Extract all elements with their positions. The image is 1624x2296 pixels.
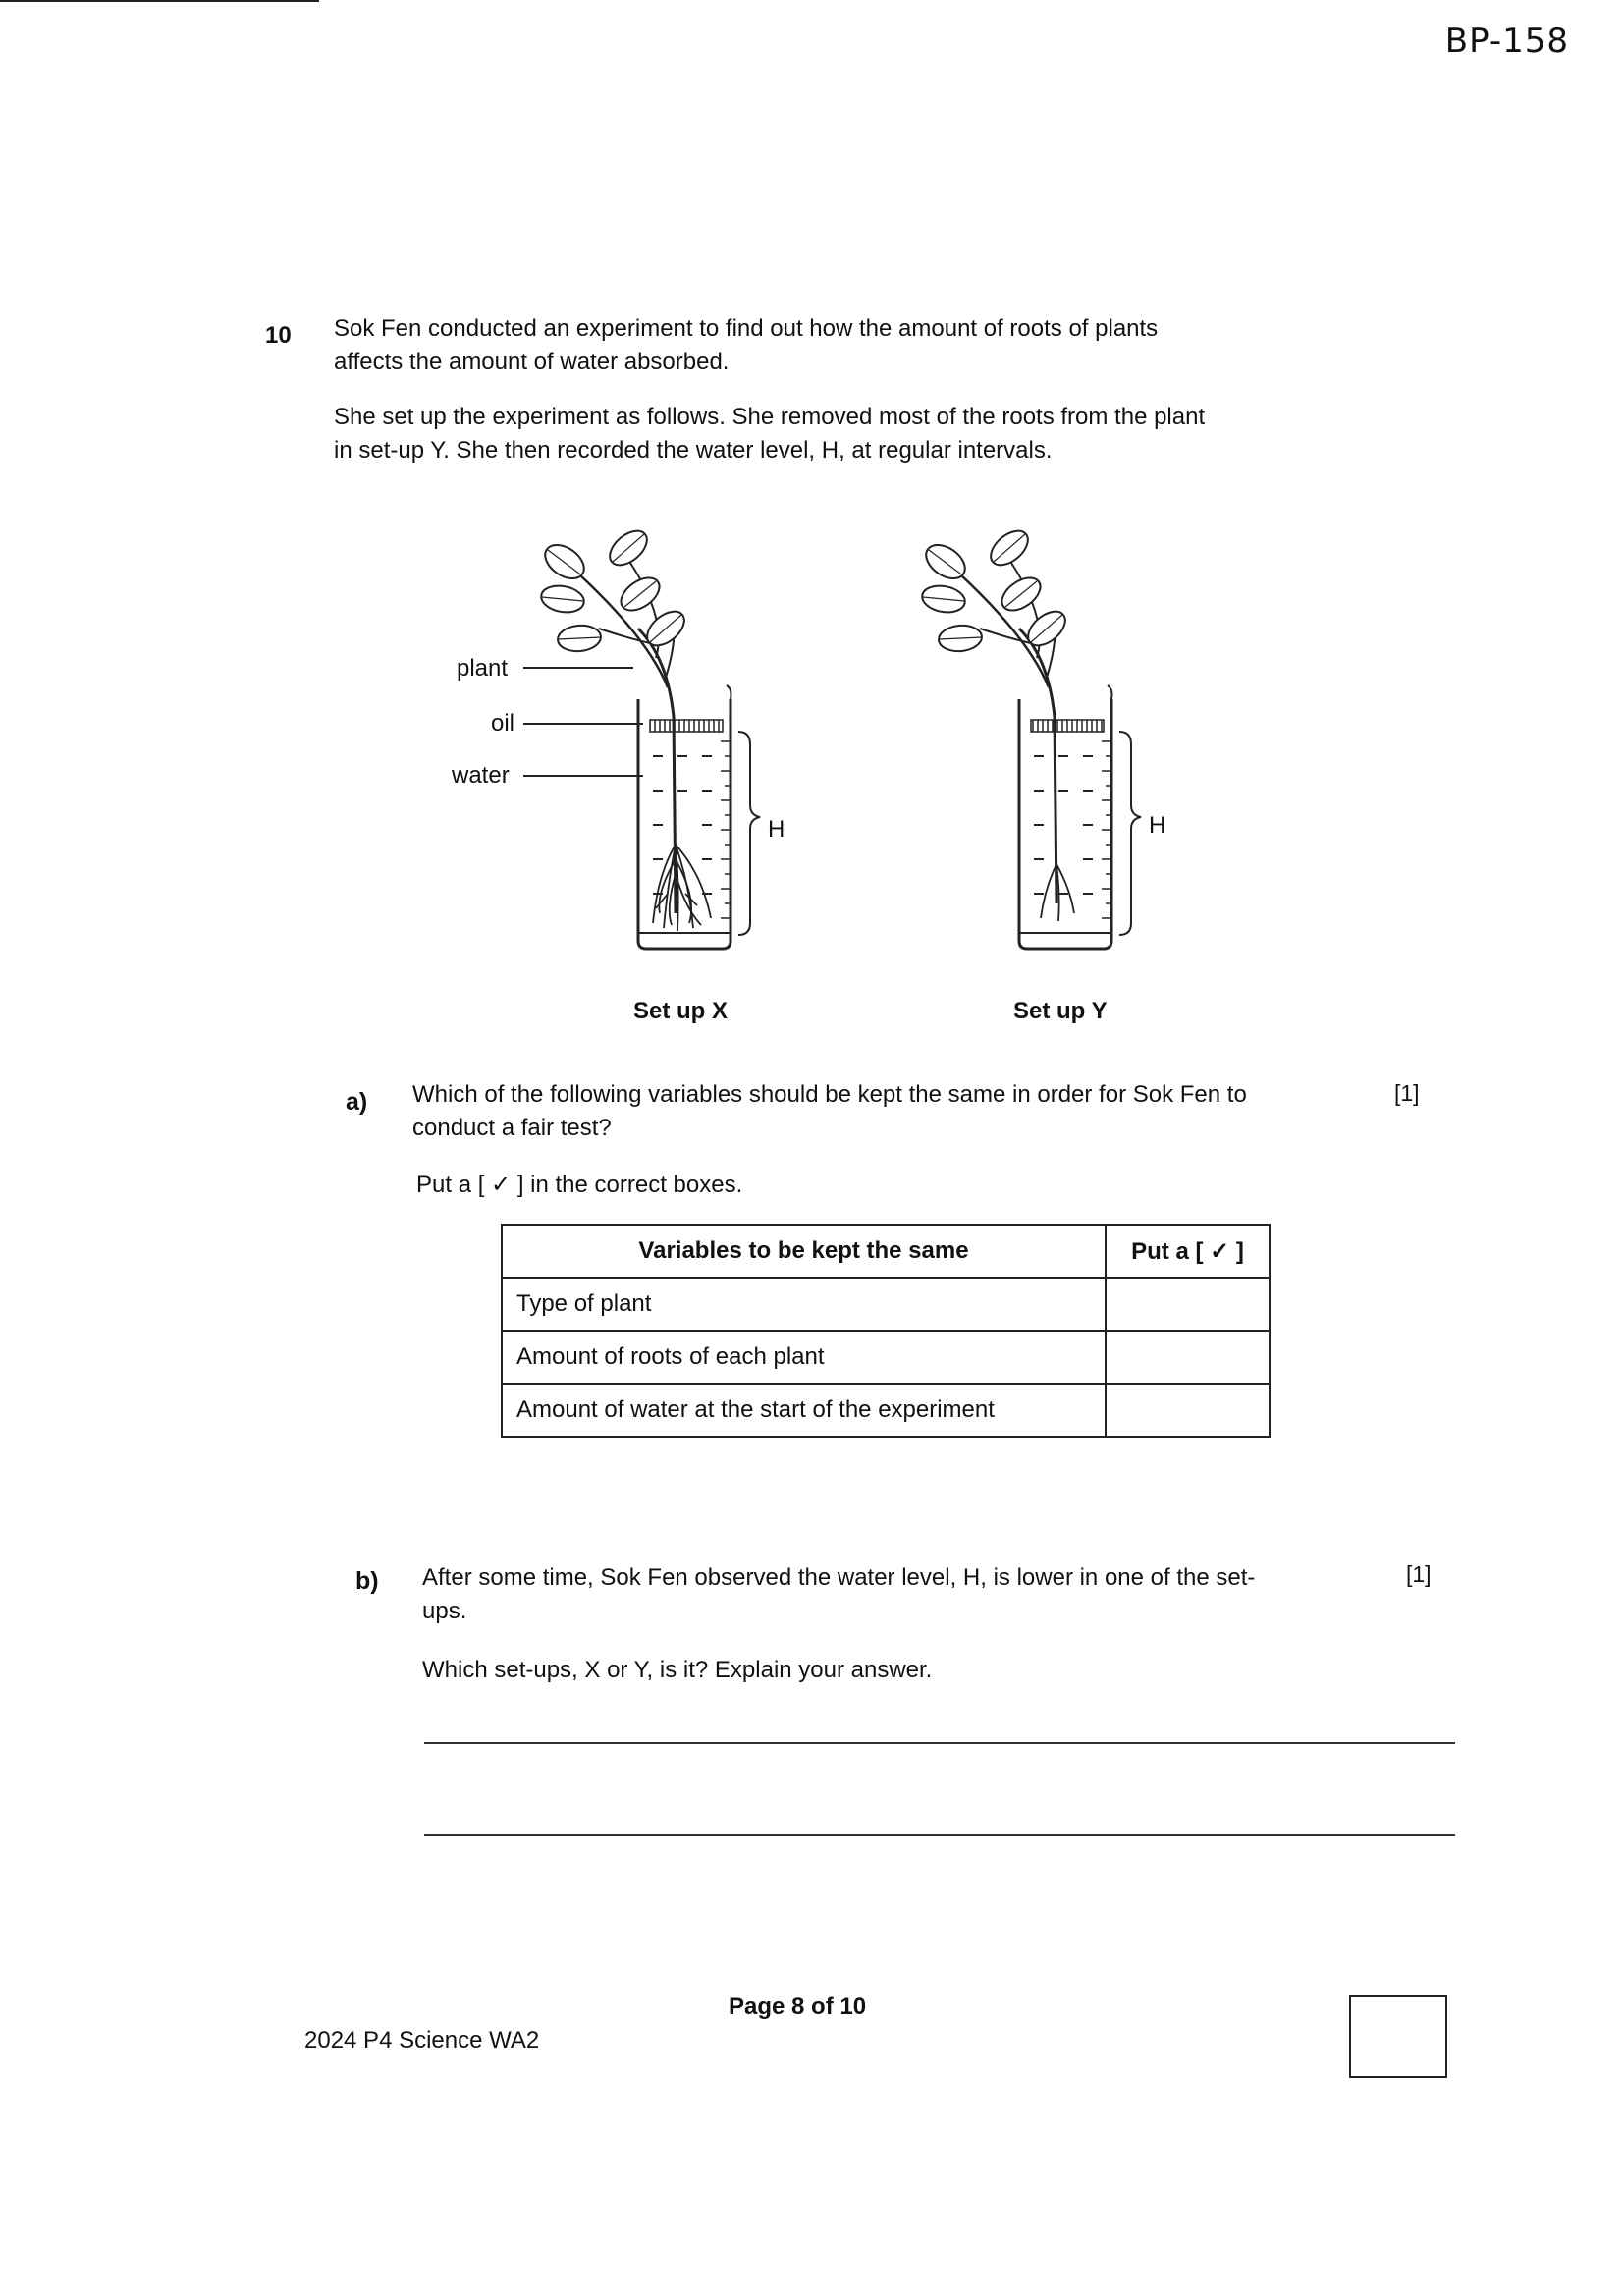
part-b-prompt: Which set-ups, X or Y, is it? Explain your answer.: [422, 1657, 933, 1683]
tick-box-amount-of-roots[interactable]: [1106, 1331, 1270, 1384]
variable-amount-of-water: Amount of water at the start of the experiment: [502, 1384, 1106, 1437]
question-setup: [334, 401, 1205, 467]
answer-line-2[interactable]: [424, 1834, 1455, 1836]
part-b-line-2: ups.: [422, 1598, 467, 1624]
label-h-x: H: [768, 816, 785, 843]
part-b-question: [422, 1561, 1255, 1628]
setup-line-1: She set up the experiment as follows. She removed most of the roots from the plant: [334, 404, 1206, 430]
intro-line-1: Sok Fen conducted an experiment to find out how the amount of roots of plants: [334, 315, 1159, 342]
table-header-row: [502, 1225, 1270, 1278]
exam-title: 2024 P4 Science WA2: [304, 2027, 540, 2053]
paper-code: BP-158: [1444, 22, 1569, 61]
caption-setup-y: Set up Y: [1013, 998, 1108, 1024]
part-a-label: a): [346, 1088, 368, 1116]
experiment-figure: [432, 520, 1218, 972]
intro-line-2: affects the amount of water absorbed.: [334, 349, 730, 375]
part-a-line-1: Which of the following variables should be kept the same in order for Sok Fen to: [412, 1081, 1247, 1108]
label-plant: plant: [457, 655, 509, 682]
variable-amount-of-roots: Amount of roots of each plant: [502, 1331, 1106, 1384]
question-intro: [334, 312, 1158, 379]
header-tick: Put a [ ✓ ]: [1106, 1225, 1270, 1278]
table-row: [502, 1278, 1270, 1331]
part-a-instruction: Put a [ ✓ ] in the correct boxes.: [416, 1172, 743, 1198]
label-water: water: [452, 762, 510, 789]
part-a-marks: [1]: [1394, 1080, 1420, 1106]
page-number: Page 8 of 10: [729, 1994, 867, 2020]
setup-x-container: [539, 524, 785, 949]
table-row: [502, 1384, 1270, 1437]
tick-box-type-of-plant[interactable]: [1106, 1278, 1270, 1331]
part-a-line-2: conduct a fair test?: [412, 1115, 612, 1141]
setup-y-container: [920, 524, 1165, 949]
setup-line-2: in set-up Y. She then recorded the water level, H, at regular intervals.: [334, 437, 1053, 464]
part-b-line-1: After some time, Sok Fen observed the water level, H, is lower in one of the set-: [422, 1564, 1256, 1591]
table-row: [502, 1331, 1270, 1384]
answer-line-1[interactable]: [424, 1742, 1455, 1744]
variables-table: [501, 1224, 1271, 1438]
part-a-question: [412, 1078, 1247, 1145]
label-h-y: H: [1149, 812, 1166, 839]
header-variables: Variables to be kept the same: [502, 1225, 1106, 1278]
marks-box: [1349, 1995, 1447, 2078]
variable-type-of-plant: Type of plant: [502, 1278, 1106, 1331]
tick-box-amount-of-water[interactable]: [1106, 1384, 1270, 1437]
part-b-marks: [1]: [1406, 1561, 1432, 1587]
caption-setup-x: Set up X: [633, 998, 729, 1024]
top-rule: [0, 0, 319, 2]
question-number: 10: [265, 322, 292, 349]
label-oil: oil: [491, 710, 515, 737]
part-b-label: b): [355, 1567, 379, 1595]
